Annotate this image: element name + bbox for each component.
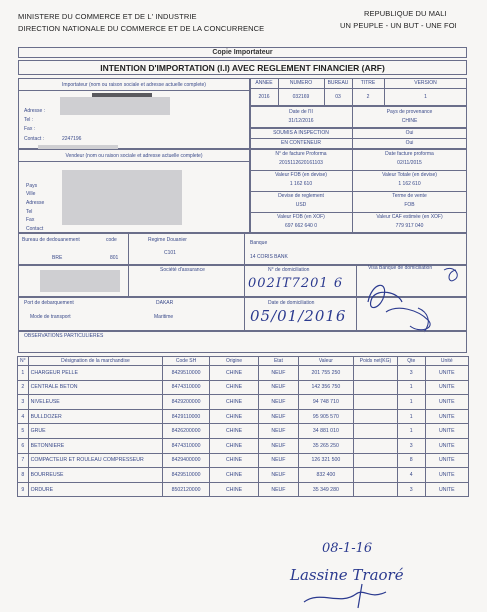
table-row	[18, 380, 469, 395]
col-hs-code: Code SH	[163, 357, 210, 366]
customs-bank-box	[18, 233, 467, 265]
supplier-city-label: Ville	[26, 191, 36, 197]
form-title: INTENTION D'IMPORTATION (I.I) AVEC REGLEMENT FINANCIER (ARF)	[100, 63, 385, 73]
cell-unit: UNITE	[425, 380, 468, 395]
address-label: Adresse :	[24, 108, 46, 114]
cell-quantity: 1	[397, 424, 425, 439]
supplier-contact-label: Contact	[26, 226, 44, 232]
cell-number: 6	[18, 438, 29, 453]
container-value: Oui	[405, 140, 414, 146]
ref-header-title: TITRE	[360, 80, 376, 86]
cell-value: 126 321 500	[298, 453, 353, 468]
cell-hs-code: 8426200000	[163, 424, 210, 439]
supplier-header: Vendeur (nom ou raison sociale et adresse actuelle complete)	[65, 153, 203, 159]
cell-description: CHARGEUR PELLE	[28, 366, 163, 381]
cell-origin: CHINE	[209, 468, 258, 483]
col-quantity: Qte	[397, 357, 425, 366]
goods-table-header	[18, 357, 469, 366]
cell-net-weight	[354, 438, 398, 453]
cell-value: 95 905 570	[298, 409, 353, 424]
ref-value-office: 03	[335, 94, 341, 100]
cell-quantity: 8	[397, 453, 425, 468]
handwritten-name: Lassine Traoré	[290, 566, 404, 584]
cell-quantity: 4	[397, 468, 425, 483]
cell-unit: UNITE	[425, 395, 468, 410]
cell-hs-code: 8474310000	[163, 380, 210, 395]
currency-value: USD	[295, 202, 307, 208]
ref-header-office: BUREAU	[327, 80, 349, 86]
cell-value: 35 265 250	[298, 438, 353, 453]
col-state: Etat	[259, 357, 298, 366]
table-row	[18, 395, 469, 410]
cell-number: 9	[18, 482, 29, 497]
total-currency-label: Valeur Totale (en devise)	[382, 172, 437, 178]
col-origin: Origine	[209, 357, 258, 366]
total-currency-value: 1 162 610	[398, 181, 421, 187]
cell-state: NEUF	[259, 409, 298, 424]
supplier-country-label: Pays	[26, 183, 38, 189]
port-label: Port de debarquement	[24, 300, 74, 306]
insurance-label: Société d'assurance	[160, 267, 205, 273]
ref-header-version: VERSION	[414, 80, 437, 86]
caf-xof-label: Valeur CAF estimée (en XOF)	[376, 214, 443, 220]
ministry-name: MINISTERE DU COMMERCE ET DE L' INDUSTRIE	[18, 12, 197, 21]
cell-value: 35 349 280	[298, 482, 353, 497]
ref-header-number: NUMERO	[289, 80, 313, 86]
cell-hs-code: 8429200000	[163, 395, 210, 410]
table-row	[18, 424, 469, 439]
invoice-no-label: N° de facture Proforma	[275, 151, 327, 157]
cell-origin: CHINE	[209, 424, 258, 439]
cell-unit: UNITE	[425, 424, 468, 439]
customs-code-label: code	[106, 237, 117, 243]
cell-origin: CHINE	[209, 482, 258, 497]
col-number: N°	[18, 357, 29, 366]
cell-value: 34 881 010	[298, 424, 353, 439]
cell-state: NEUF	[259, 468, 298, 483]
observations-label: OBSERVATIONS PARTICULIERES	[24, 333, 104, 339]
contact-label: Contact :	[24, 136, 45, 142]
cell-value: 142 356 750	[298, 380, 353, 395]
table-row	[18, 438, 469, 453]
col-unit: Unité	[425, 357, 468, 366]
cell-net-weight	[354, 409, 398, 424]
cell-description: NIVELEUSE	[28, 395, 163, 410]
copy-label: Copie Importateur	[212, 49, 273, 56]
national-motto: UN PEUPLE - UN BUT - UNE FOI	[340, 21, 457, 30]
customs-office-value: BRE	[52, 255, 63, 261]
cell-state: NEUF	[259, 424, 298, 439]
cell-net-weight	[354, 482, 398, 497]
currency-label: Devise de reglement	[278, 193, 324, 199]
table-row	[18, 468, 469, 483]
cell-state: NEUF	[259, 366, 298, 381]
cell-unit: UNITE	[425, 468, 468, 483]
cell-origin: CHINE	[209, 366, 258, 381]
cell-origin: CHINE	[209, 453, 258, 468]
caf-xof-value: 779 917 040	[395, 223, 424, 229]
cell-number: 2	[18, 380, 29, 395]
final-signature	[300, 580, 390, 610]
cell-quantity: 3	[397, 366, 425, 381]
supplier-tel-label: Tel	[26, 209, 33, 215]
cell-quantity: 1	[397, 380, 425, 395]
bank-signature	[358, 262, 468, 342]
customs-office-label: Bureau de dedouanement	[22, 237, 80, 243]
fob-xof-label: Valeur FOB (en XOF)	[277, 214, 325, 220]
cell-net-weight	[354, 468, 398, 483]
cell-origin: CHINE	[209, 395, 258, 410]
cell-net-weight	[354, 380, 398, 395]
sale-terms-label: Terme de vente	[392, 193, 427, 199]
cell-origin: CHINE	[209, 380, 258, 395]
customs-regime-value: C101	[164, 250, 176, 256]
goods-table	[17, 356, 469, 497]
importer-header: Importateur (nom ou raison sociale et adresse actuelle complete)	[62, 82, 206, 88]
supplier-address-label: Adresse	[26, 200, 45, 206]
cell-state: NEUF	[259, 380, 298, 395]
tel-label: Tel :	[24, 117, 34, 123]
cell-description: COMPACTEUR ET ROULEAU COMPRESSEUR	[28, 453, 163, 468]
col-description: Désignation de la marchandise	[28, 357, 163, 366]
col-net-weight: Poids net(KG)	[354, 357, 398, 366]
ref-header-year: ANNEE	[255, 80, 273, 86]
cell-number: 7	[18, 453, 29, 468]
date-ii-value: 31/12/2016	[288, 118, 314, 124]
table-row	[18, 453, 469, 468]
fob-currency-label: Valeur FOB (en devise)	[275, 172, 327, 178]
cell-hs-code: 8429510000	[163, 468, 210, 483]
invoice-date-value: 02/11/2015	[397, 160, 422, 166]
cell-quantity: 1	[397, 395, 425, 410]
transport-label: Mode de transport	[30, 314, 71, 320]
bank-label: Banque	[250, 240, 268, 246]
redacted-insurance-company	[40, 270, 120, 292]
cell-net-weight	[354, 453, 398, 468]
cell-value: 201 755 250	[298, 366, 353, 381]
cell-unit: UNITE	[425, 453, 468, 468]
domiciliation-no-label: N° de domiciliation	[268, 267, 310, 273]
table-row	[18, 482, 469, 497]
handwritten-domiciliation-no: 002IT7201 6	[248, 276, 344, 291]
container-label: EN CONTENEUR	[280, 140, 321, 146]
direction-name: DIRECTION NATIONALE DU COMMERCE ET DE LA CONCURRENCE	[18, 24, 265, 33]
inspection-value: Oui	[405, 130, 414, 136]
cell-unit: UNITE	[425, 366, 468, 381]
cell-net-weight	[354, 424, 398, 439]
transport-value: Maritime	[154, 314, 174, 320]
fob-currency-value: 1 162 610	[289, 181, 313, 187]
cell-description: GRUE	[28, 424, 163, 439]
handwritten-domiciliation-date: 05/01/2016	[250, 307, 347, 325]
redacted-importer-address	[60, 97, 170, 115]
cell-value: 94 748 710	[298, 395, 353, 410]
republic-name: REPUBLIQUE DU MALI	[364, 9, 447, 18]
cell-number: 5	[18, 424, 29, 439]
ref-value-number: 032169	[292, 94, 310, 100]
cell-state: NEUF	[259, 482, 298, 497]
ref-value-year: 2016	[258, 94, 270, 100]
ref-value-version: 1	[424, 94, 427, 100]
inspection-label: SOUMIS A INSPECTION	[273, 130, 329, 136]
col-value: Valeur	[298, 357, 353, 366]
cell-unit: UNITE	[425, 482, 468, 497]
fob-xof-value: 697 662 640 0	[285, 223, 317, 229]
cell-description: CENTRALE BETON	[28, 380, 163, 395]
ref-value-title: 2	[366, 94, 370, 100]
cell-hs-code: 8429110000	[163, 409, 210, 424]
cell-description: BULLDOZER	[28, 409, 163, 424]
handwritten-date: 08-1-16	[322, 541, 373, 556]
provenance-label: Pays de provenance	[386, 109, 433, 115]
date-ii-label: Date de l'II	[289, 109, 313, 115]
cell-hs-code: 8474310000	[163, 438, 210, 453]
table-row	[18, 366, 469, 381]
cell-number: 4	[18, 409, 29, 424]
port-value: DAKAR	[156, 300, 174, 306]
customs-office-code: 801	[110, 255, 119, 261]
redacted-supplier-address	[62, 170, 182, 225]
domiciliation-date-label: Date de domiciliation	[268, 300, 315, 306]
cell-quantity: 3	[397, 482, 425, 497]
cell-description: BETONNIERE	[28, 438, 163, 453]
customs-regime-label: Regime Douanier	[148, 237, 187, 243]
cell-state: NEUF	[259, 453, 298, 468]
cell-origin: CHINE	[209, 438, 258, 453]
cell-quantity: 3	[397, 438, 425, 453]
cell-description: ORDURE	[28, 482, 163, 497]
supplier-fax-label: Fax	[26, 217, 35, 223]
provenance-value: CHINE	[401, 118, 418, 124]
cell-hs-code: 8502120000	[163, 482, 210, 497]
visa-bank-label: Visa Banque de domiciliation	[368, 265, 433, 271]
cell-state: NEUF	[259, 438, 298, 453]
cell-state: NEUF	[259, 395, 298, 410]
cell-value: 832 400	[298, 468, 353, 483]
cell-unit: UNITE	[425, 438, 468, 453]
sale-terms-value: FOB	[404, 202, 415, 208]
cell-number: 8	[18, 468, 29, 483]
cell-number: 3	[18, 395, 29, 410]
table-row	[18, 409, 469, 424]
invoice-date-label: Date facture proforma	[385, 151, 434, 157]
cell-hs-code: 8429510000	[163, 366, 210, 381]
cell-origin: CHINE	[209, 409, 258, 424]
cell-net-weight	[354, 366, 398, 381]
cell-hs-code: 8429400000	[163, 453, 210, 468]
cell-unit: UNITE	[425, 409, 468, 424]
fax-label: Fax :	[24, 126, 36, 132]
cell-number: 1	[18, 366, 29, 381]
cell-net-weight	[354, 395, 398, 410]
contact-value: 2247196	[62, 136, 82, 142]
cell-quantity: 1	[397, 409, 425, 424]
invoice-no-value: 2015112620161103	[279, 160, 323, 166]
cell-description: BOURREUSE	[28, 468, 163, 483]
bank-value: 14 CORIS BANK	[250, 254, 288, 260]
